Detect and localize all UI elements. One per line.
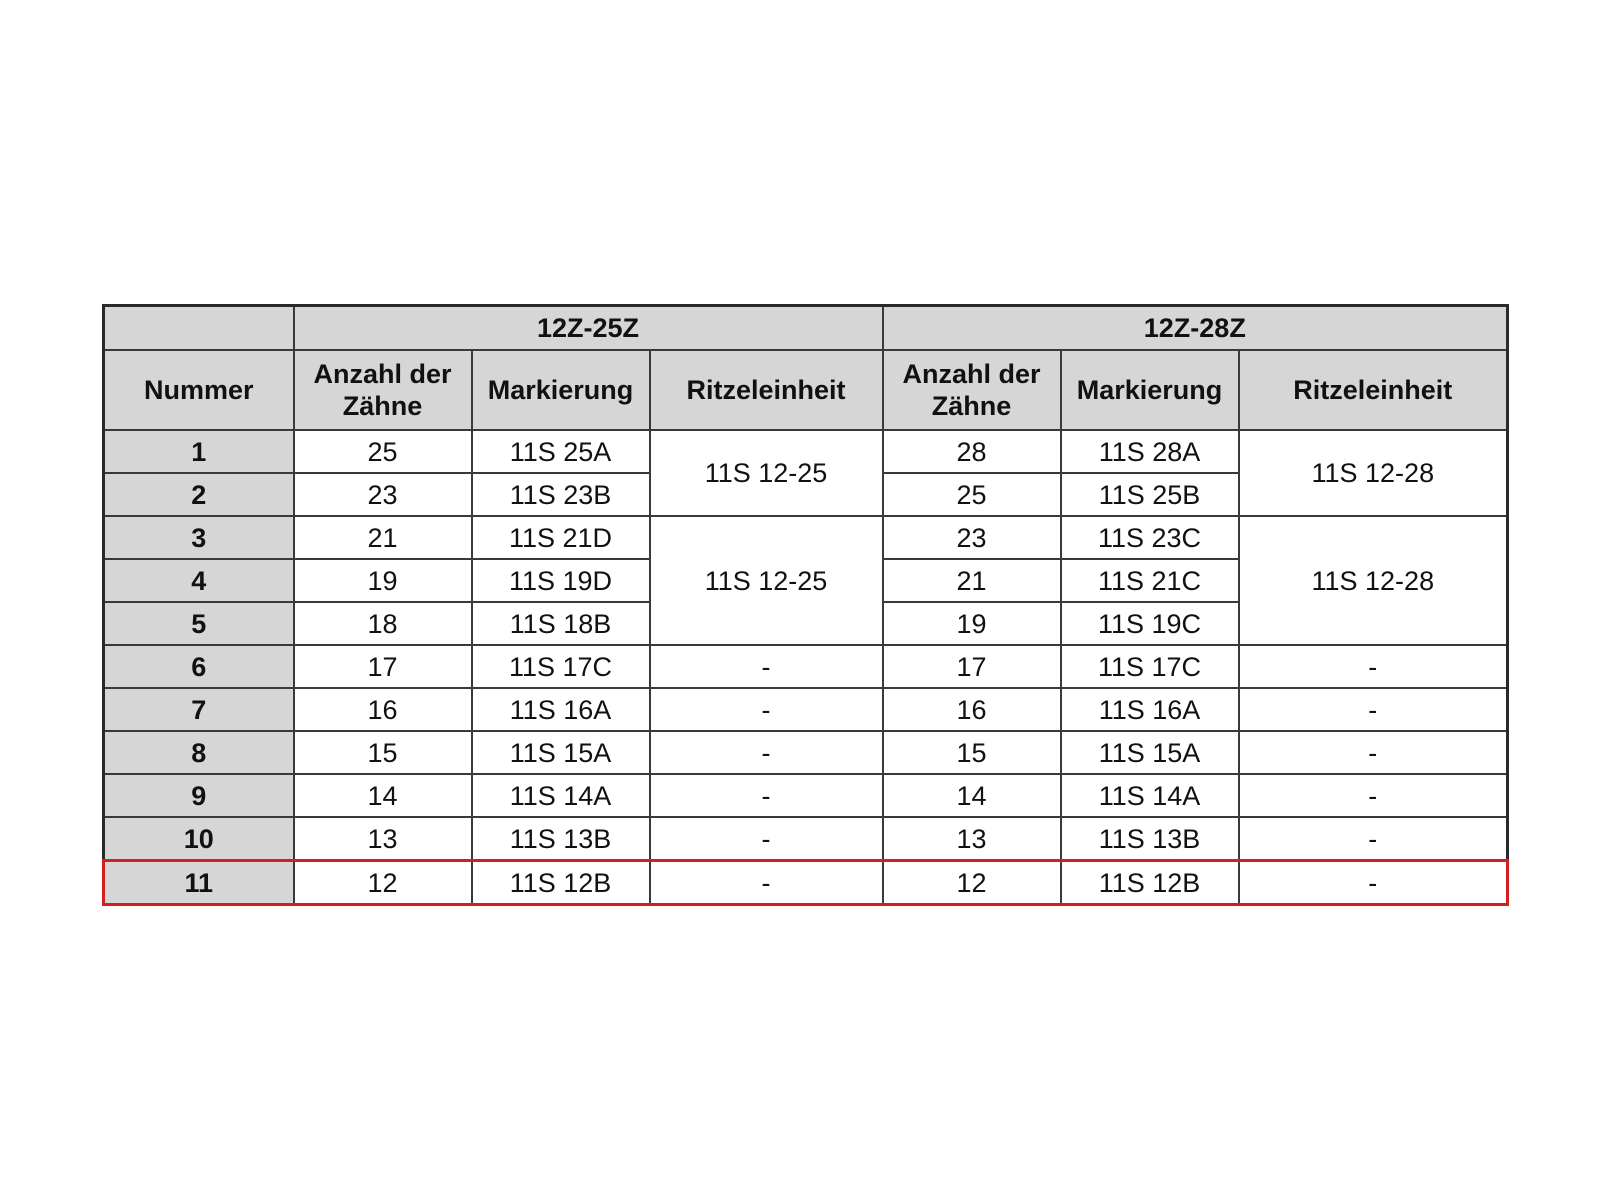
teeth-cell: 14 bbox=[294, 774, 472, 817]
marking-cell: 11S 15A bbox=[472, 731, 650, 774]
table-row bbox=[104, 688, 1508, 731]
header-markierung-1: Markierung bbox=[472, 350, 650, 430]
sprocket-unit-cell: - bbox=[1239, 861, 1508, 905]
row-number: 3 bbox=[104, 516, 294, 559]
marking-cell: 11S 21D bbox=[472, 516, 650, 559]
sprocket-unit-cell: - bbox=[650, 731, 883, 774]
teeth-cell: 15 bbox=[883, 731, 1061, 774]
row-number: 1 bbox=[104, 430, 294, 473]
teeth-cell: 12 bbox=[883, 861, 1061, 905]
table-row bbox=[104, 817, 1508, 861]
teeth-cell: 13 bbox=[294, 817, 472, 861]
teeth-cell: 14 bbox=[883, 774, 1061, 817]
table-row bbox=[104, 516, 1508, 559]
row-number: 6 bbox=[104, 645, 294, 688]
teeth-cell: 21 bbox=[883, 559, 1061, 602]
row-number: 10 bbox=[104, 817, 294, 861]
sprocket-unit-cell: 11S 12-25 bbox=[650, 430, 883, 516]
marking-cell: 11S 13B bbox=[1061, 817, 1239, 861]
teeth-cell: 17 bbox=[883, 645, 1061, 688]
teeth-cell: 15 bbox=[294, 731, 472, 774]
marking-cell: 11S 21C bbox=[1061, 559, 1239, 602]
teeth-cell: 23 bbox=[294, 473, 472, 516]
marking-cell: 11S 18B bbox=[472, 602, 650, 645]
marking-cell: 11S 12B bbox=[1061, 861, 1239, 905]
row-number: 9 bbox=[104, 774, 294, 817]
marking-cell: 11S 14A bbox=[1061, 774, 1239, 817]
marking-cell: 11S 17C bbox=[1061, 645, 1239, 688]
sprocket-unit-cell: - bbox=[650, 817, 883, 861]
sprocket-unit-cell: 11S 12-25 bbox=[650, 516, 883, 645]
teeth-cell: 18 bbox=[294, 602, 472, 645]
marking-cell: 11S 14A bbox=[472, 774, 650, 817]
marking-cell: 11S 23C bbox=[1061, 516, 1239, 559]
teeth-cell: 19 bbox=[883, 602, 1061, 645]
sprocket-unit-cell: - bbox=[1239, 731, 1508, 774]
marking-cell: 11S 13B bbox=[472, 817, 650, 861]
teeth-cell: 17 bbox=[294, 645, 472, 688]
teeth-cell: 19 bbox=[294, 559, 472, 602]
marking-cell: 11S 15A bbox=[1061, 731, 1239, 774]
marking-cell: 11S 19D bbox=[472, 559, 650, 602]
table-row bbox=[104, 731, 1508, 774]
marking-cell: 11S 25A bbox=[472, 430, 650, 473]
marking-cell: 11S 28A bbox=[1061, 430, 1239, 473]
group-header-12z-25z: 12Z-25Z bbox=[294, 306, 883, 351]
highlighted-table-row bbox=[104, 861, 1508, 905]
header-nummer: Nummer bbox=[104, 350, 294, 430]
sprocket-table-container bbox=[102, 304, 1506, 906]
table-row bbox=[104, 430, 1508, 473]
header-ritzel-1: Ritzeleinheit bbox=[650, 350, 883, 430]
marking-cell: 11S 25B bbox=[1061, 473, 1239, 516]
row-number: 2 bbox=[104, 473, 294, 516]
marking-cell: 11S 23B bbox=[472, 473, 650, 516]
row-number: 8 bbox=[104, 731, 294, 774]
teeth-cell: 16 bbox=[294, 688, 472, 731]
teeth-cell: 25 bbox=[294, 430, 472, 473]
marking-cell: 11S 19C bbox=[1061, 602, 1239, 645]
teeth-cell: 21 bbox=[294, 516, 472, 559]
header-zaehne-1: Anzahl der Zähne bbox=[294, 350, 472, 430]
header-ritzel-2: Ritzeleinheit bbox=[1239, 350, 1508, 430]
row-number: 5 bbox=[104, 602, 294, 645]
table-row bbox=[104, 774, 1508, 817]
column-header-row bbox=[104, 350, 1508, 430]
empty-corner-cell bbox=[104, 306, 294, 351]
sprocket-unit-cell: - bbox=[650, 861, 883, 905]
sprocket-unit-cell: - bbox=[1239, 774, 1508, 817]
sprocket-unit-cell: - bbox=[650, 645, 883, 688]
header-zaehne-2: Anzahl der Zähne bbox=[883, 350, 1061, 430]
table-row bbox=[104, 645, 1508, 688]
teeth-cell: 13 bbox=[883, 817, 1061, 861]
teeth-cell: 12 bbox=[294, 861, 472, 905]
teeth-cell: 16 bbox=[883, 688, 1061, 731]
sprocket-unit-cell: 11S 12-28 bbox=[1239, 430, 1508, 516]
marking-cell: 11S 16A bbox=[472, 688, 650, 731]
marking-cell: 11S 17C bbox=[472, 645, 650, 688]
sprocket-unit-cell: - bbox=[650, 774, 883, 817]
header-markierung-2: Markierung bbox=[1061, 350, 1239, 430]
row-number: 11 bbox=[104, 861, 294, 905]
sprocket-unit-cell: - bbox=[1239, 645, 1508, 688]
marking-cell: 11S 16A bbox=[1061, 688, 1239, 731]
row-number: 7 bbox=[104, 688, 294, 731]
marking-cell: 11S 12B bbox=[472, 861, 650, 905]
row-number: 4 bbox=[104, 559, 294, 602]
group-header-row bbox=[104, 306, 1508, 351]
sprocket-unit-cell: - bbox=[1239, 817, 1508, 861]
teeth-cell: 28 bbox=[883, 430, 1061, 473]
sprocket-table bbox=[102, 304, 1509, 906]
group-header-12z-28z: 12Z-28Z bbox=[883, 306, 1508, 351]
teeth-cell: 23 bbox=[883, 516, 1061, 559]
sprocket-unit-cell: 11S 12-28 bbox=[1239, 516, 1508, 645]
teeth-cell: 25 bbox=[883, 473, 1061, 516]
sprocket-unit-cell: - bbox=[650, 688, 883, 731]
sprocket-unit-cell: - bbox=[1239, 688, 1508, 731]
